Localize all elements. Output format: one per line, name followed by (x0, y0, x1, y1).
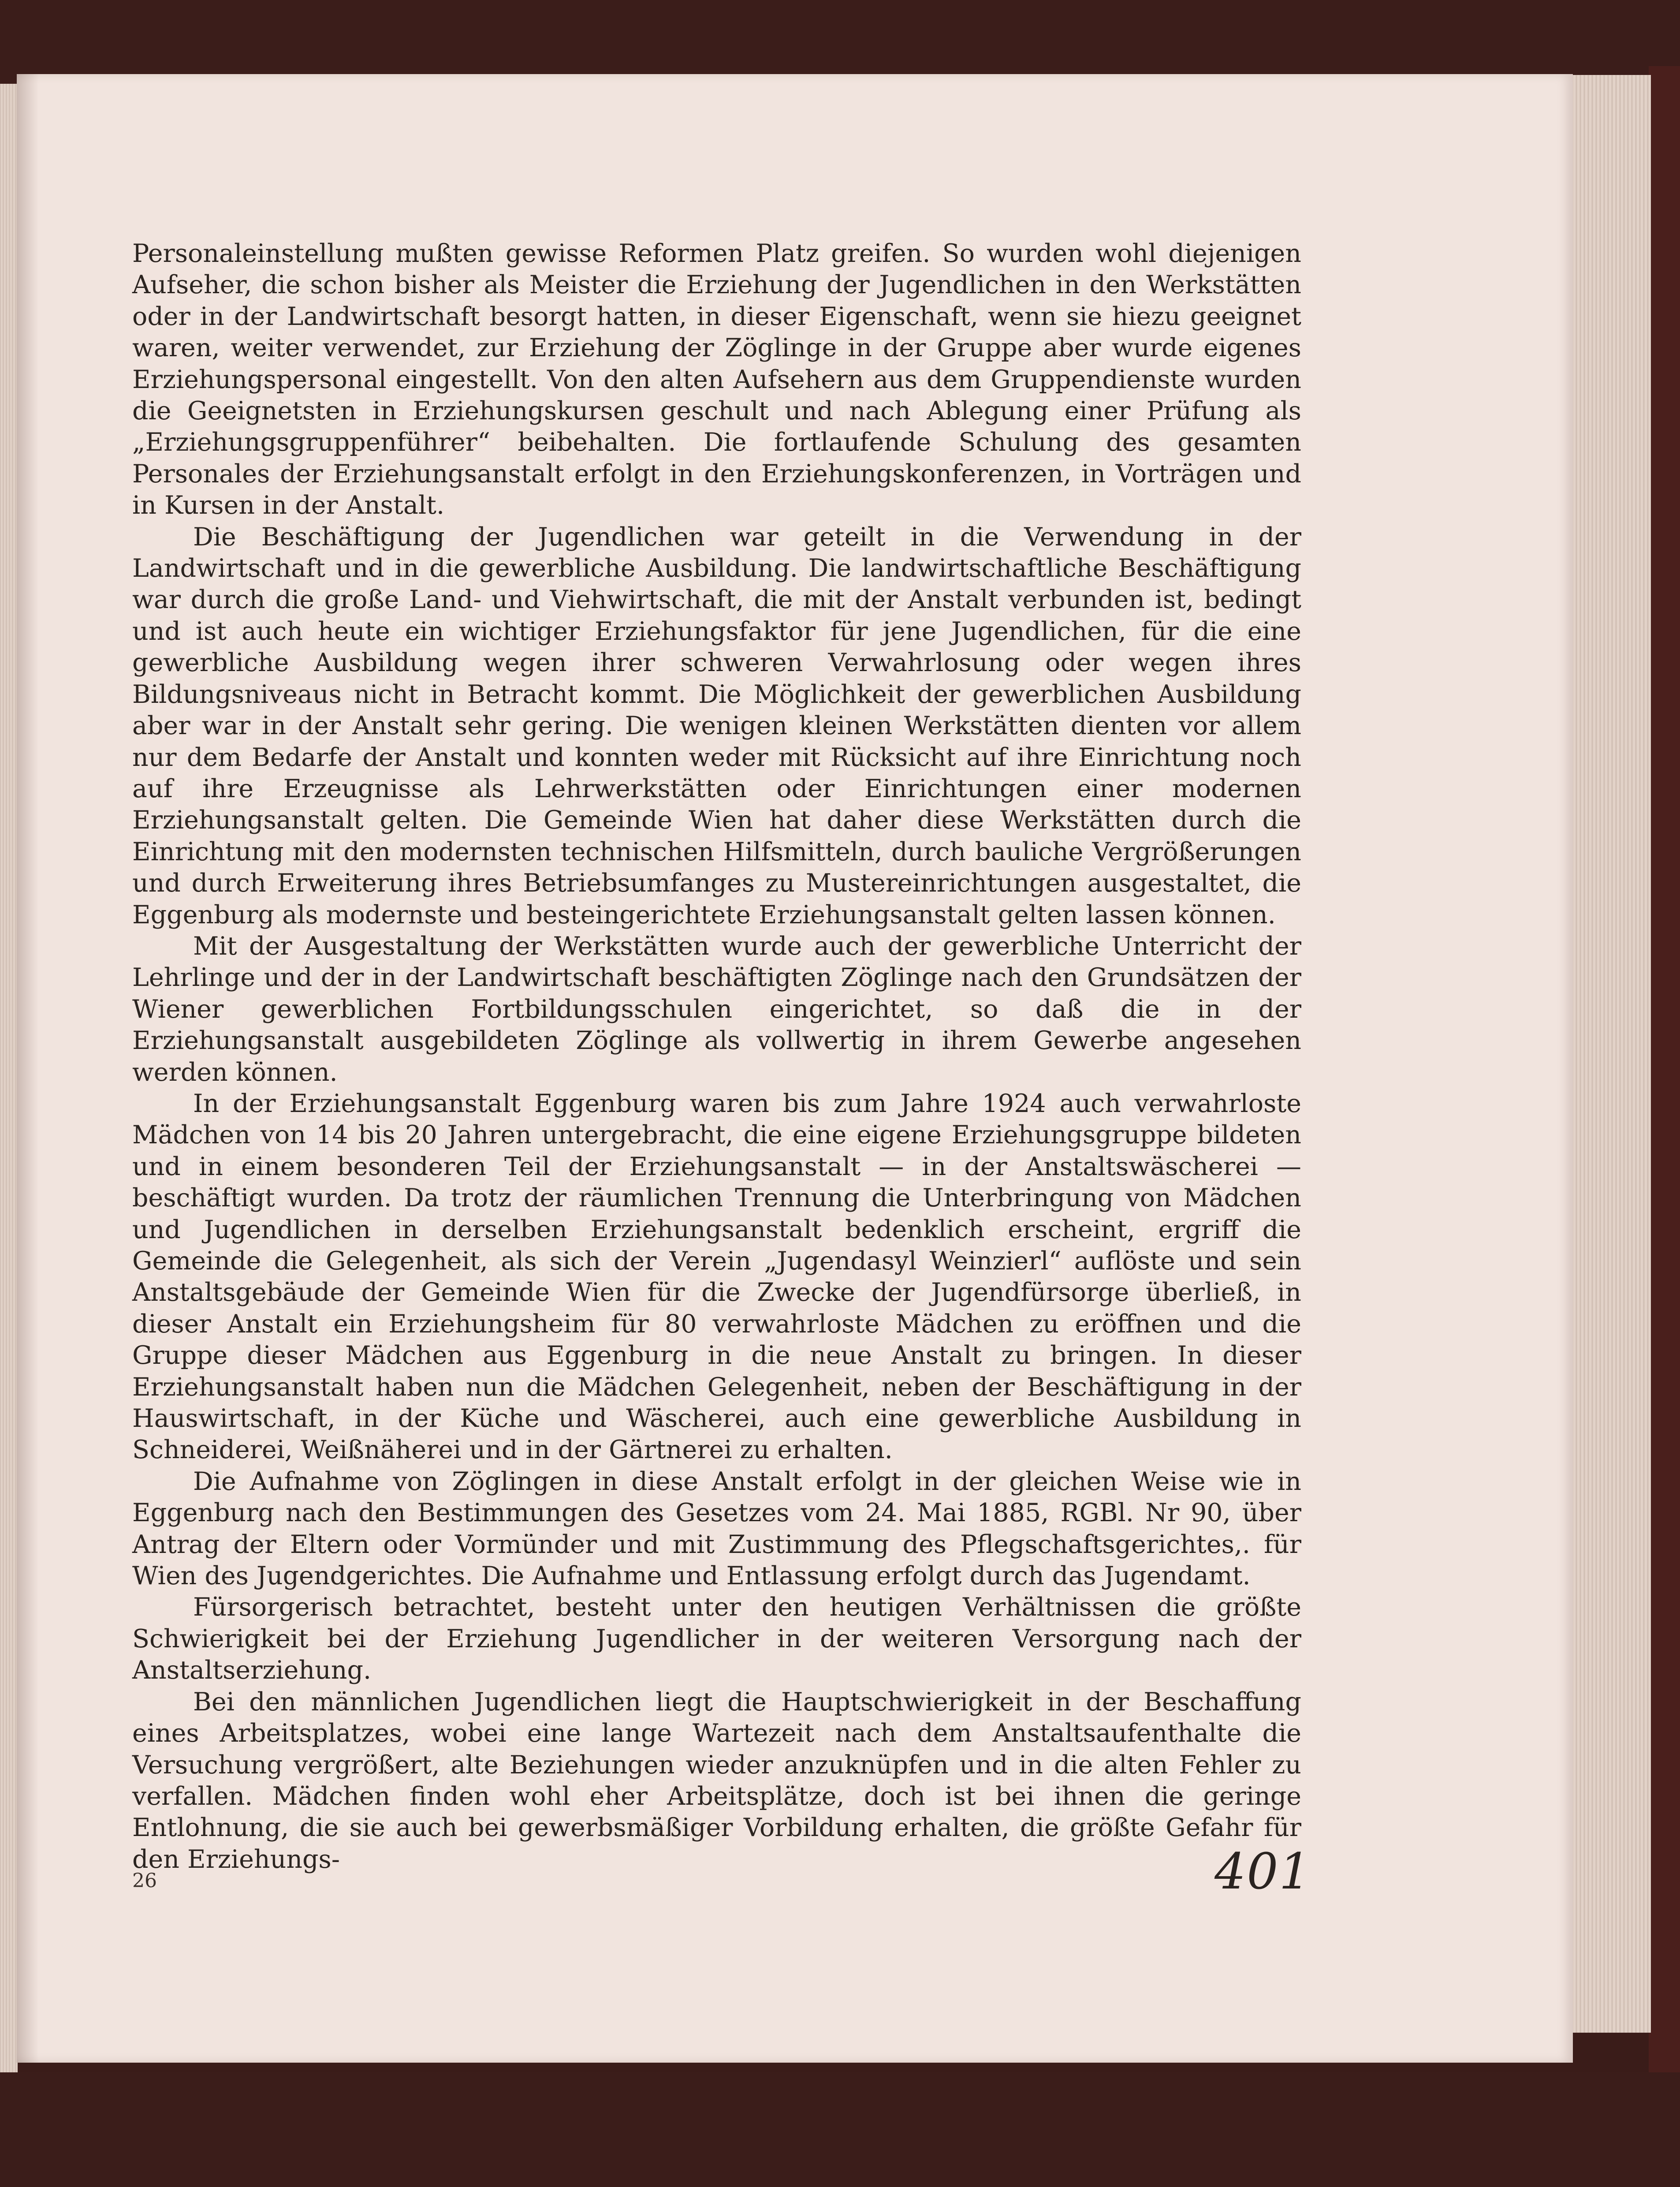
page-edges-right (1569, 75, 1651, 2033)
paragraph: Die Beschäftigung der Jugendlichen war geteilt in die Verwendung in der Landwirtschaft und in die gewerbliche Ausbildung. Die landwirtschaftliche Beschäftigung war durch die große Land- und Viehwirtschaft, die mit der Anstalt verbunden ist, bedingt und ist auch heute ein wichtiger Erziehungsfaktor für jene Jugendlichen, für die eine gewerbliche Ausbildung wegen ihrer schweren Verwahrlosung oder wegen ihres Bildungsniveaus nicht in Betracht kommt. Die Möglichkeit der gewerblichen Ausbildung aber war in der Anstalt sehr gering. Die wenigen kleinen Werkstätten dienten vor allem nur dem Bedarfe der Anstalt und konnten weder mit Rücksicht auf ihre Einrichtung noch auf ihre Erzeugnisse als Lehrwerkstätten oder Einrichtungen einer modernen Erziehungsanstalt gelten. Die Gemeinde Wien hat daher diese Werkstätten durch die Einrichtung mit den modernsten technischen Hilfsmitteln, durch bauliche Vergrößerungen und durch Erweiterung ihres Betriebsumfanges zu Mustereinrichtungen ausgestaltet, die Eggenburg als modernste und besteingerichtete Erziehungsanstalt gelten lassen können. (132, 522, 1301, 929)
paragraph: Personaleinstellung mußten gewisse Reformen Platz greifen. So wurden wohl diejenigen Aufseher, die schon bisher als Meister die Erziehung der Jugendlichen in den Werkstätten oder in der Landwirtschaft besorgt hatten, in dieser Eigenschaft, wenn sie hiezu geeignet waren, weiter verwendet, zur Erziehung der Zöglinge in der Gruppe aber wurde eigenes Erziehungspersonal eingestellt. Von den alten Aufsehern aus dem Gruppendienste wurden die Geeignetsten in Erziehungskursen geschult und nach Ablegung einer Prüfung als „Erziehungsgruppenführer“ beibehalten. Die fortlaufende Schulung des gesamten Personales der Erziehungsanstalt erfolgt in den Erziehungskonferenzen, in Vorträgen und in Kursen in der Anstalt. (132, 239, 1301, 520)
page-edges-left (0, 84, 18, 2077)
signature-mark: 26 (132, 1870, 157, 1892)
spine-shadow (17, 74, 39, 2063)
paragraph: Mit der Ausgestaltung der Werkstätten wurde auch der gewerbliche Unterricht der Lehrlinge und der in der Landwirtschaft beschäftigten Zöglinge nach den Grundsätzen der Wiener gewerblichen Fortbildungsschulen eingerichtet, so daß die in der Erziehungsanstalt ausgebildeten Zöglinge als vollwertig in ihrem Gewerbe angesehen werden können. (132, 931, 1301, 1087)
book-cover-bottom (0, 2072, 1680, 2187)
book-cover-right (1649, 66, 1680, 2077)
paragraph: Fürsorgerisch betrachtet, besteht unter den heutigen Verhältnissen die größte Schwierigkeit bei der Erziehung Jugendlicher in der weiteren Versorgung nach der Anstaltserziehung. (132, 1593, 1301, 1685)
body-text (132, 238, 1301, 1875)
paragraph: In der Erziehungsanstalt Eggenburg waren bis zum Jahre 1924 auch verwahrloste Mädchen von 14 bis 20 Jahren untergebracht, die eine eigene Erziehungsgruppe bildeten und in einem besonderen Teil der Erziehungsanstalt — in der Anstaltswäscherei — beschäftigt wurden. Da trotz der räumlichen Trennung die Unterbringung von Mädchen und Jugendlichen in derselben Erziehungsanstalt bedenklich erscheint, ergriff die Gemeinde die Gelegenheit, als sich der Verein „Jugendasyl Weinzierl“ auflöste und sein Anstaltsgebäude der Gemeinde Wien für die Zwecke der Jugendfürsorge überließ, in dieser Anstalt ein Erziehungsheim für 80 verwahrloste Mädchen zu eröffnen und die Gruppe dieser Mädchen aus Eggenburg in die neue Anstalt zu bringen. In dieser Erziehungsanstalt haben nun die Mädchen Gelegenheit, neben der Beschäftigung in der Hauswirtschaft, in der Küche und Wäscherei, auch eine gewerbliche Ausbildung in Schneiderei, Weißnäherei und in der Gärtnerei zu erhalten. (132, 1089, 1301, 1465)
page-number: 401 (1214, 1843, 1311, 1900)
paragraph: Die Aufnahme von Zöglingen in diese Anstalt erfolgt in der gleichen Weise wie in Eggenburg nach den Bestimmungen des Gesetzes vom 24. Mai 1885, RGBl. Nr 90, über Antrag der Eltern oder Vormünder und mit Zustimmung des Pflegschaftsgerichtes,. für Wien des Jugendgerichtes. Die Aufnahme und Entlassung erfolgt durch das Jugendamt. (132, 1467, 1301, 1591)
paragraph: Bei den männlichen Jugendlichen liegt die Hauptschwierigkeit in der Beschaffung eines Arbeitsplatzes, wobei eine lange Wartezeit nach dem Anstaltsaufenthalte die Versuchung vergrößert, alte Beziehungen wieder anzuknüpfen und in die alten Fehler zu verfallen. Mädchen finden wohl eher Arbeitsplätze, doch ist bei ihnen die geringe Entlohnung, die sie auch bei gewerbsmäßiger Vorbildung erhalten, die größte Gefahr für den Erziehungs- (132, 1687, 1301, 1874)
